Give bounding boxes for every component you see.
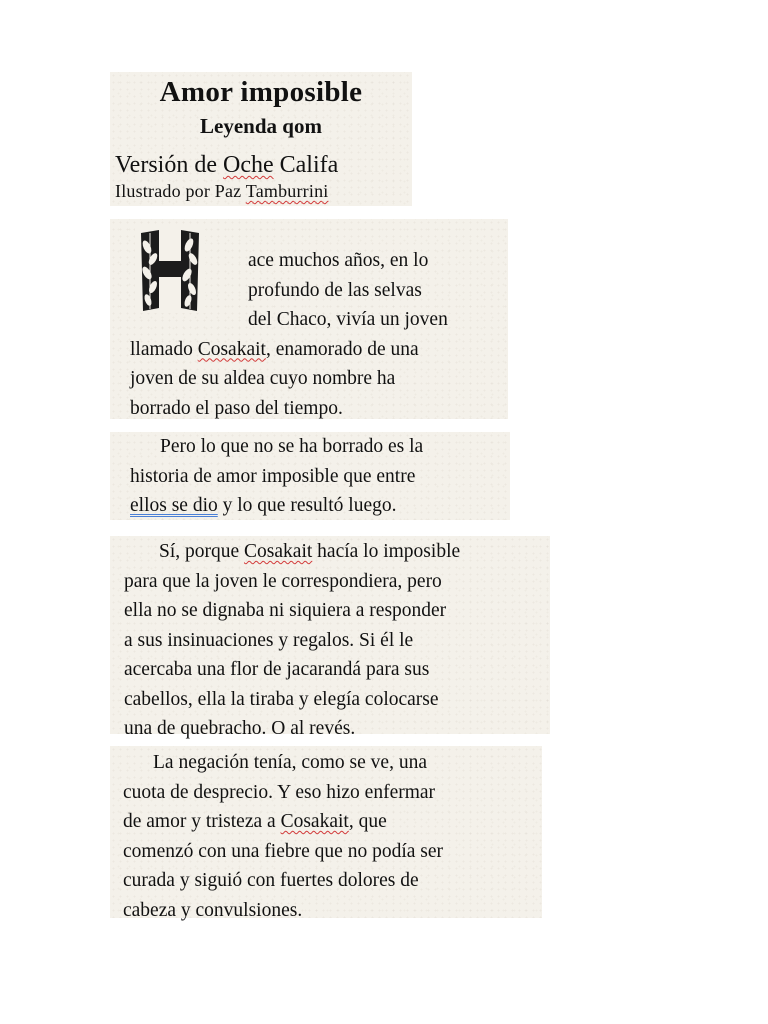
- paragraph-2: [110, 432, 510, 520]
- name-cosakait: Cosakait: [244, 541, 313, 562]
- text-line: comenzó con una fiebre que no podía ser: [123, 840, 443, 862]
- paragraph-4: [110, 746, 542, 921]
- paragraph-4-text: [123, 748, 443, 925]
- text-line: cabellos, ella la tiraba y elegía colocarse: [124, 688, 439, 710]
- grammar-marked-phrase: ellos se dio: [130, 495, 218, 516]
- text-fragment: y lo que resultó luego.: [217, 495, 397, 516]
- name-cosakait: Cosakait: [197, 338, 266, 360]
- text-line: [130, 335, 448, 365]
- text-line: curada y siguió con fuertes dolores de: [123, 870, 419, 891]
- text-fragment: , enamorado de una: [265, 338, 419, 360]
- text-line: [123, 807, 443, 837]
- author-first-name: Oche: [222, 152, 274, 178]
- title-block: [110, 72, 412, 206]
- text-fragment: hacía lo imposible: [312, 541, 461, 562]
- author-last-name: Califa: [273, 152, 339, 178]
- paragraph-1: [110, 219, 508, 419]
- version-credit: [115, 152, 338, 179]
- text-fragment: Sí, porque: [159, 541, 245, 562]
- text-line: [124, 537, 460, 567]
- text-line: a sus insinuaciones y regalos. Si él le: [124, 629, 414, 651]
- text-fragment: llamado: [130, 338, 198, 360]
- name-cosakait: Cosakait: [280, 811, 349, 832]
- story-title: Amor imposible: [159, 76, 363, 108]
- paragraph-3-text: [124, 537, 460, 744]
- text-line: Pero lo que no se ha borrado es la: [160, 436, 424, 457]
- text-line: cuota de desprecio. Y eso hizo enfermar: [123, 781, 436, 803]
- text-line: una de quebracho. O al revés.: [124, 718, 356, 739]
- paragraph-2-text: [130, 432, 423, 521]
- text-line: [130, 491, 423, 521]
- text-line: ace muchos años, en lo: [248, 250, 429, 271]
- text-line: borrado el paso del tiempo.: [130, 397, 343, 419]
- text-line: acercaba una flor de jacarandá para sus: [124, 659, 430, 680]
- version-prefix: Versión de: [115, 152, 223, 178]
- text-line: historia de amor imposible que entre: [130, 465, 416, 487]
- paragraph-1-text: [130, 246, 448, 423]
- text-line: joven de su aldea cuyo nombre ha: [130, 368, 396, 389]
- text-line: cabeza y convulsiones.: [123, 899, 303, 921]
- illustrated-prefix: Ilustrado por Paz: [115, 181, 246, 201]
- text-line: profundo de las selvas: [248, 279, 422, 301]
- text-fragment: , que: [348, 811, 387, 832]
- illustrator-credit: [115, 181, 328, 202]
- illustrator-last-name: Tamburrini: [245, 181, 329, 201]
- text-line: ella no se dignaba ni siquiera a responder: [124, 600, 447, 621]
- text-line: del Chaco, vivía un joven: [248, 309, 448, 330]
- paragraph-3: [110, 536, 550, 739]
- text-fragment: de amor y tristeza a: [123, 811, 281, 832]
- story-subtitle: Leyenda qom: [200, 114, 322, 138]
- text-line: para que la joven le correspondiera, pero: [124, 570, 442, 592]
- text-line: La negación tenía, como se ve, una: [153, 752, 427, 773]
